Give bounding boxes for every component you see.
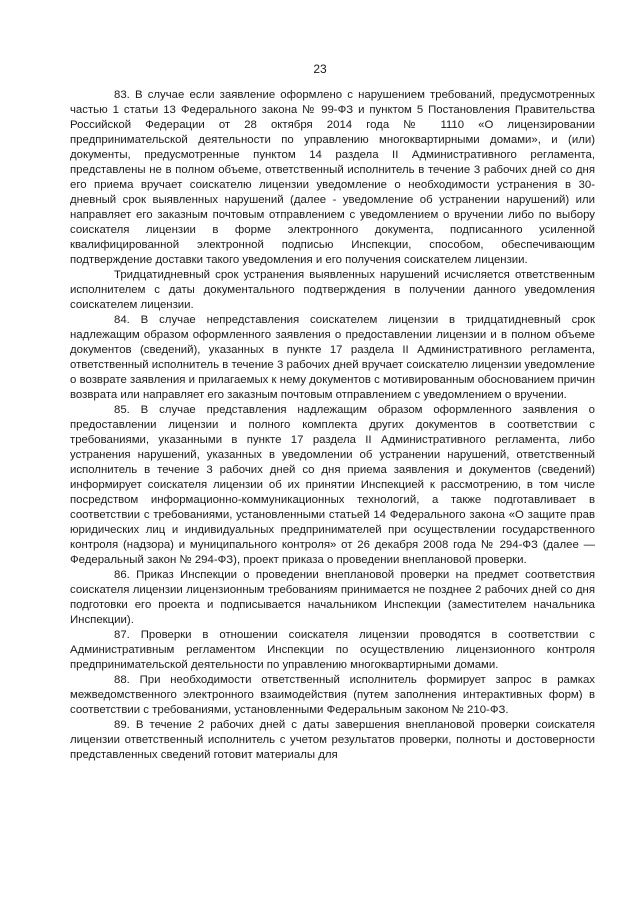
page-number: 23: [313, 62, 327, 76]
paragraph-85: 85. В случае представления надлежащим образом оформленного заявления о предоставлении лицензии и полного комплекта других документов в соответствии с требованиями, указанными в пункте 17 раздела II Административного регламента, либо устранения нарушений, указанных в уведомлении об устранении нарушений, ответственный исполнитель в течение 3 рабочих дней со дня приема заявления и документов (сведений) информирует соискателя лицензии об их принятии Инспекцией к рассмотрению, в том числе посредством информационно-коммуникационных технологий, а также подготавливает в соответствии с требованиями, установленными статьей 14 Федерального закона «О защите прав юридических лиц и индивидуальных предпринимателей при осуществлении государственного контроля (надзора) и муниципального контроля» от 26 декабря 2008 года № 294-ФЗ (далее — Федеральный закон № 294-ФЗ), проект приказа о проведении внеплановой проверки.: [70, 404, 595, 566]
paragraph-83-term: Тридцатидневный срок устранения выявленных нарушений исчисляется ответственным исполнителем с даты документального подтверждения в получении данного уведомления соискателем лицензии.: [70, 269, 595, 311]
paragraph-83: 83. В случае если заявление оформлено с нарушением требований, предусмотренных частью 1 статьи 13 Федерального закона № 99-ФЗ и пунктом 5 Постановления Правительства Российской Федерации от 28 октября 2014 года № 1110 «О лицензировании предпринимательской деятельности по управлению многоквартирными домами», и (или) документы, предусмотренные пунктом 14 раздела II Административного регламента, представлены не в полном объеме, ответственный исполнитель в течение 3 рабочих дней со дня его приема вручает соискателю лицензии уведомление о необходимости устранения в 30-дневный срок выявленных нарушений (далее - уведомление об устранении нарушений) или направляет его заказным почтовым отправлением с уведомлением о вручении либо по выбору соискателя лицензии в форме электронного документа, подписанного усиленной квалифицированной электронной подписью Инспекции, способом, обеспечивающим подтверждение доставки такого уведомления и его получения соискателем лицензии.: [70, 89, 595, 266]
paragraph-88: 88. При необходимости ответственный исполнитель формирует запрос в рамках межведомственного электронного взаимодействия (путем заполнения интерактивных форм) в соответствии с требованиями, установленными Федеральным законом № 210-ФЗ.: [70, 674, 595, 716]
paragraph-89: 89. В течение 2 рабочих дней с даты завершения внеплановой проверки соискателя лицензии ответственный исполнитель с учетом результатов проверки, полноты и достоверности представленных сведений готовит материалы для: [70, 719, 595, 761]
paragraph-84: 84. В случае непредставления соискателем лицензии в тридцатидневный срок надлежащим образом оформленного заявления о предоставлении лицензии и в полном объеме документов (сведений), указанных в пункте 17 раздела II Административного регламента, ответственный исполнитель в течение 3 рабочих дней вручает соискателю лицензии уведомление о возврате заявления и прилагаемых к нему документов с мотивированным обоснованием причин возврата или направляет его заказным почтовым отправлением с уведомлением о вручении.: [70, 314, 595, 401]
paragraph-86: 86. Приказ Инспекции о проведении внеплановой проверки на предмет соответствия соискателя лицензии лицензионным требованиям принимается не позднее 2 рабочих дней со дня подготовки его проекта и подписывается начальником Инспекции (заместителем начальника Инспекции).: [70, 569, 595, 626]
document-body: [70, 88, 595, 763]
paragraph-87: 87. Проверки в отношении соискателя лицензии проводятся в соответствии с Административным регламентом Инспекции по осуществлению лицензионного контроля предпринимательской деятельности по управлению многоквартирными домами.: [70, 629, 595, 671]
